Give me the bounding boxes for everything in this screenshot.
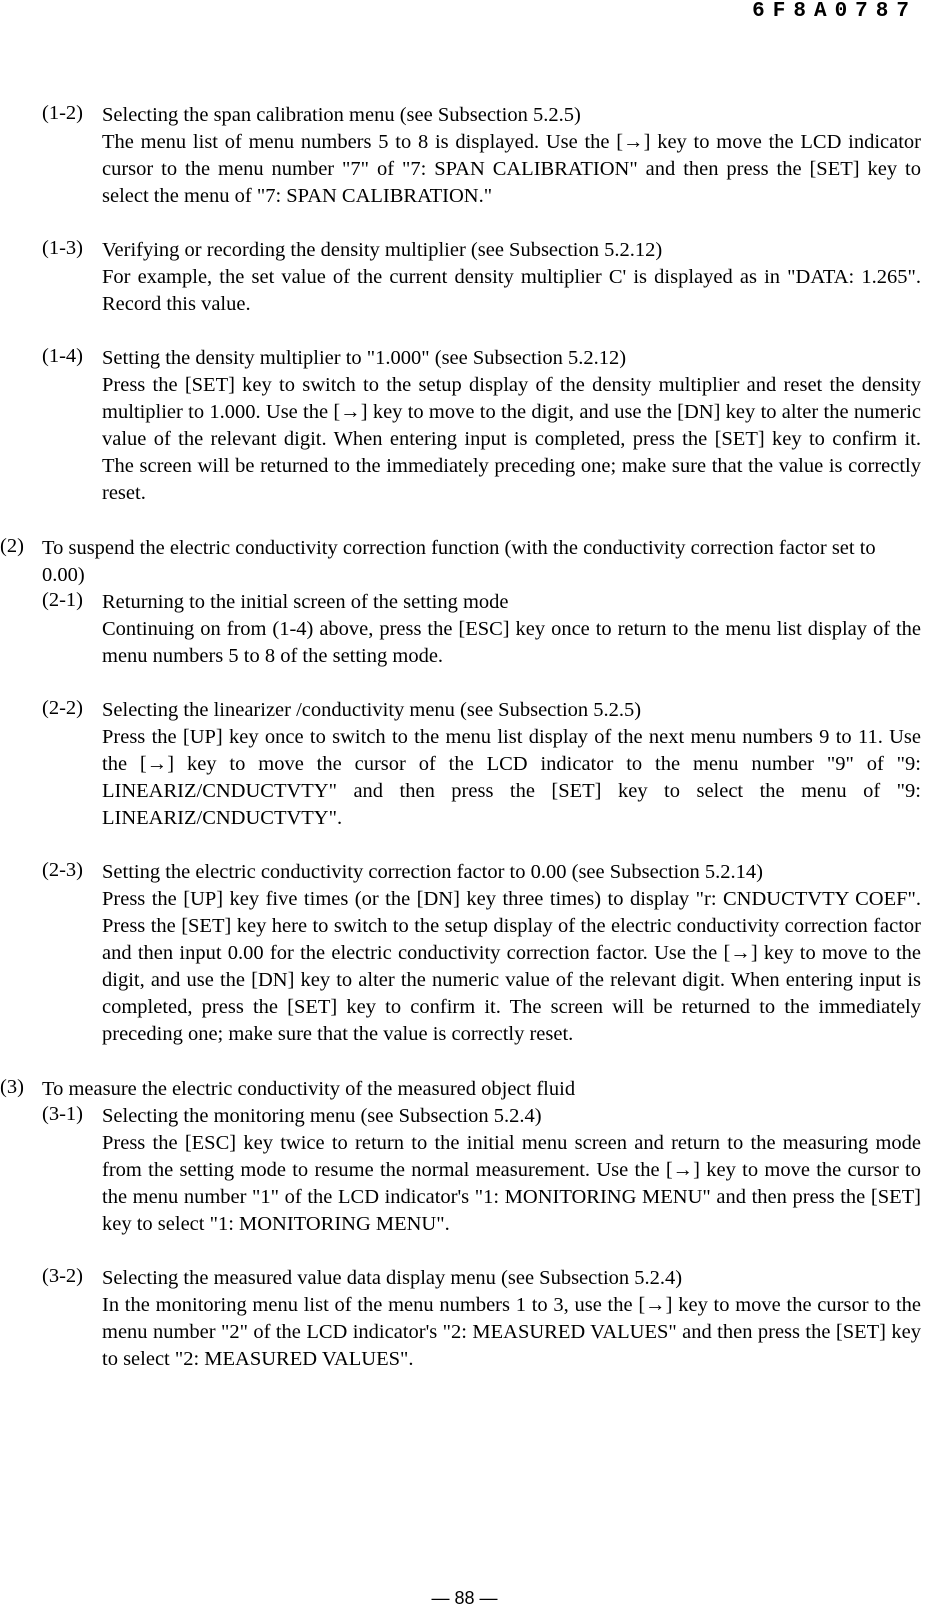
section-2-1: [0, 589, 929, 670]
section-title: Setting the electric conductivity correction factor to 0.00 (see Subsection 5.2.14): [102, 861, 763, 883]
section-2: [0, 535, 929, 589]
section-text: In the monitoring menu list of the menu numbers 1 to 3, use the [→] key to move the cursor to the menu number "2" of the LCD indicator's "2: MEASURED VALUES" and then press the [SET] key to select "2: MEASURED VALUES".: [102, 1294, 927, 1370]
section-1-3: [0, 237, 929, 318]
section-number: (3-2): [42, 1265, 83, 1287]
section-title: To measure the electric conductivity of the measured object fluid: [42, 1078, 576, 1100]
section-number: (3-1): [42, 1103, 83, 1125]
document-body: [0, 102, 929, 1373]
document-code: 6F8A0787: [752, 0, 917, 23]
section-text: Press the [ESC] key twice to return to the initial menu screen and return to the measuring mode from the setting mode to resume the normal measurement. Use the [→] key to move the cursor to the menu number "1" of the LCD indicator's "1: MONITORING MENU" and then press the [SET] key to select "1: MONITORING MENU".: [102, 1132, 927, 1235]
section-title: Setting the density multiplier to "1.000" (see Subsection 5.2.12): [102, 347, 627, 369]
section-number: (2-3): [42, 859, 83, 881]
section-number: (1-3): [42, 237, 83, 259]
section-title: Verifying or recording the density multiplier (see Subsection 5.2.12): [102, 239, 663, 261]
section-number: (1-4): [42, 345, 83, 367]
section-title: Selecting the measured value data display menu (see Subsection 5.2.4): [102, 1267, 683, 1289]
section-text: Press the [UP] key five times (or the [DN] key three times) to display "r: CNDUCTVTY COEF". Press the [SET] key here to switch to the setup display of the electric conductivity correction factor and then input 0.00 for the electric conductivity correction factor. Use the [→] key to move to the digit, and use the [DN] key to alter the numeric value of the relevant digit. When entering input is completed, press the [SET] key to confirm it. The screen will be returned to the immediately preceding one; make sure that the value is correctly reset.: [102, 888, 927, 1045]
section-text: Press the [SET] key to switch to the setup display of the density multiplier and reset the density multiplier to 1.000. Use the [→] key to move to the digit, and use the [DN] key to alter the numeric value of the relevant digit. When entering input is completed, press the [SET] key to confirm it. The screen will be returned to the immediately preceding one; make sure that the value is correctly reset.: [102, 374, 927, 504]
section-title: To suspend the electric conductivity correction function (with the conductivity correction factor set to 0.00): [42, 537, 881, 586]
section-title: Selecting the span calibration menu (see Subsection 5.2.5): [102, 104, 581, 126]
section-text: For example, the set value of the current density multiplier C' is displayed as in "DATA: 1.265". Record this value.: [102, 266, 927, 315]
section-2-3: [0, 859, 929, 1048]
section-number: (2-1): [42, 589, 83, 611]
section-text: Continuing on from (1-4) above, press the [ESC] key once to return to the menu list display of the menu numbers 5 to 8 of the setting mode.: [102, 618, 927, 667]
section-text: Press the [UP] key once to switch to the menu list display of the next menu numbers 9 to 11. Use the [→] key to move the cursor of the LCD indicator to the menu number "9" of "9: LINEARIZ/CNDUCTVTY" and then press the [SET] key to select the menu of "9: LINEARIZ/CNDUCTVTY".: [102, 726, 927, 829]
section-title: Selecting the linearizer /conductivity menu (see Subsection 5.2.5): [102, 699, 642, 721]
section-number: (1-2): [42, 102, 83, 124]
section-2-2: [0, 697, 929, 832]
section-3: [0, 1076, 929, 1103]
section-3-2: [0, 1265, 929, 1373]
section-title: Selecting the monitoring menu (see Subsection 5.2.4): [102, 1105, 542, 1127]
section-3-1: [0, 1103, 929, 1238]
section-number: (3): [0, 1076, 24, 1098]
section-text: The menu list of menu numbers 5 to 8 is displayed. Use the [→] key to move the LCD indicator cursor to the menu number "7" of "7: SPAN CALIBRATION" and then press the [SET] key to select the menu of "7: SPAN CALIBRATION.": [102, 131, 927, 207]
section-number: (2): [0, 535, 24, 557]
section-number: (2-2): [42, 697, 83, 719]
section-1-2: [0, 102, 929, 210]
page-number: — 88 —: [431, 1588, 498, 1608]
section-1-4: [0, 345, 929, 507]
section-title: Returning to the initial screen of the setting mode: [102, 591, 509, 613]
